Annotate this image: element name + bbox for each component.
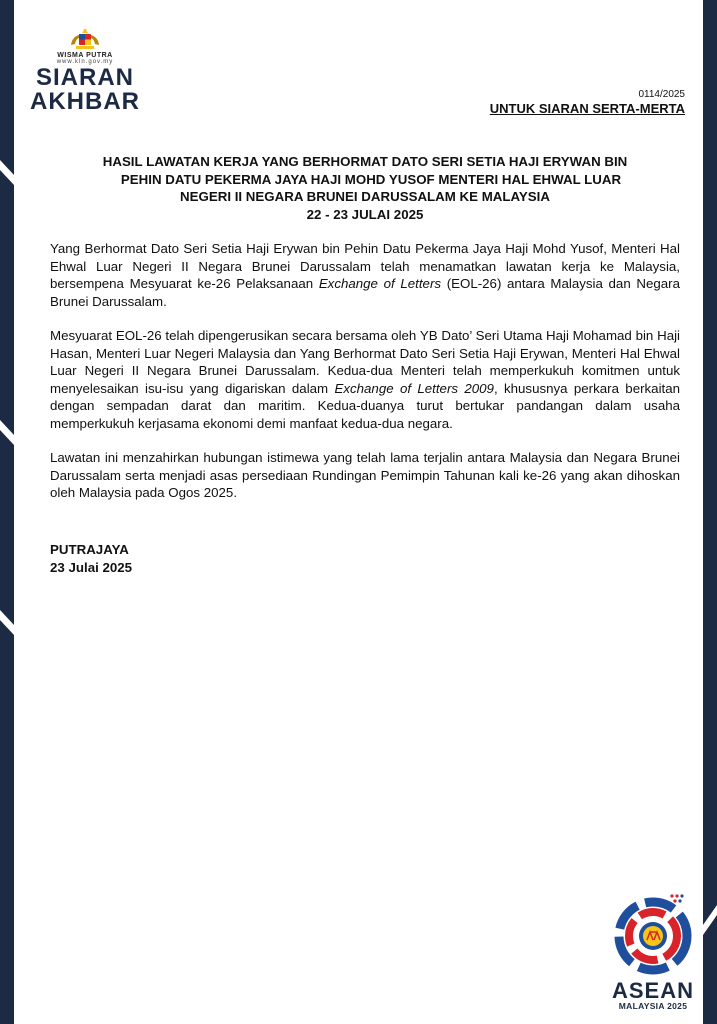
- release-type: UNTUK SIARAN SERTA-MERTA: [489, 101, 685, 116]
- paragraph-2-emphasis: Exchange of Letters 2009: [334, 380, 494, 396]
- paragraph-1-text-a: Yang Berhormat Dato Seri Setia Haji Erywan bin Pehin Datu Pekerma Jaya Haji Mohd Yusof, Menteri Hal Ehwal Luar Negeri II Negara Brunei Darussalam telah menamatkan lawatan kerja ke Malaysia, bersempena Mesyuarat ke-26 Pelaksanaan: [50, 241, 680, 291]
- paragraph-1-text-b: (EOL-26) antara Malaysia dan Negara Brunei Darussalam.: [50, 276, 681, 309]
- asean-wordmark: ASEAN: [611, 978, 694, 1003]
- paragraph-3: Lawatan ini menzahirkan hubungan istimewa yang telah lama terjalin antara Malaysia dan Negara Brunei Darussalam serta menjadi asas persediaan Rundingan Pemimpin Tahunan kali ke-26 yang akan dihoskan oleh Malaysia pada Ogos 2025.: [50, 450, 680, 500]
- release-heading-line2: AKHBAR: [30, 88, 140, 115]
- left-decorative-band: [0, 0, 14, 1024]
- asean-malaysia-2025-logo: [608, 890, 698, 1011]
- wisma-putra-logo: [30, 28, 140, 113]
- title-line-1: HASIL LAWATAN KERJA YANG BERHORMAT DATO SERI SETIA HAJI ERYWAN BIN: [102, 154, 628, 169]
- paragraph-2-text-a: Mesyuarat EOL-26 telah dipengerusikan secara bersama oleh YB Dato’ Seri Utama Haji Mohamad bin Haji Hasan, Menteri Luar Negeri Malaysia dan Yang Berhormat Dato Seri Setia Haji Erywan, Menteri Hal Ehwal Luar Negeri II Negara Brunei Darussalam. Kedua-dua Menteri telah memperkukuh komitmen untuk menyelesaikan isu-isu yang digariskan dalam: [50, 328, 680, 396]
- malaysia-crest-icon: [68, 28, 102, 52]
- paragraph-1: [50, 240, 680, 310]
- closing-place: PUTRAJAYA: [50, 542, 129, 557]
- paragraph-1-emphasis: Exchange of Letters: [318, 276, 442, 291]
- title-line-3: NEGERI II NEGARA BRUNEI DARUSSALAM KE MALAYSIA: [180, 189, 550, 204]
- asean-subtitle: MALAYSIA 2025: [618, 1001, 688, 1011]
- title-date: 22 - 23 JULAI 2025: [306, 206, 424, 222]
- right-decorative-band: [703, 0, 717, 1024]
- press-release-title: [50, 153, 680, 223]
- agency-name: WISMA PUTRA: [57, 52, 113, 59]
- closing-date: 23 Julai 2025: [50, 559, 133, 575]
- asean-emblem-icon: [614, 890, 692, 976]
- paragraph-2: [50, 327, 680, 432]
- title-line-2: PEHIN DATU PEKERMA JAYA HAJI MOHD YUSOF MENTERI HAL EHWAL LUAR: [120, 171, 622, 187]
- agency-website: www.kln.gov.my: [56, 59, 114, 65]
- press-release-body: [50, 240, 680, 519]
- release-heading-line1: SIARAN: [35, 64, 134, 91]
- paragraph-2-text-b: , khususnya perkara berkaitan dengan sempadan darat dan maritim. Kedua-duanya turut bertukar pandangan dalam usaha memperkukuh kerjasama ekonomi demi manfaat kedua-dua negara.: [50, 380, 681, 431]
- closing-block: [50, 541, 132, 576]
- reference-number: 0114/2025: [638, 89, 685, 100]
